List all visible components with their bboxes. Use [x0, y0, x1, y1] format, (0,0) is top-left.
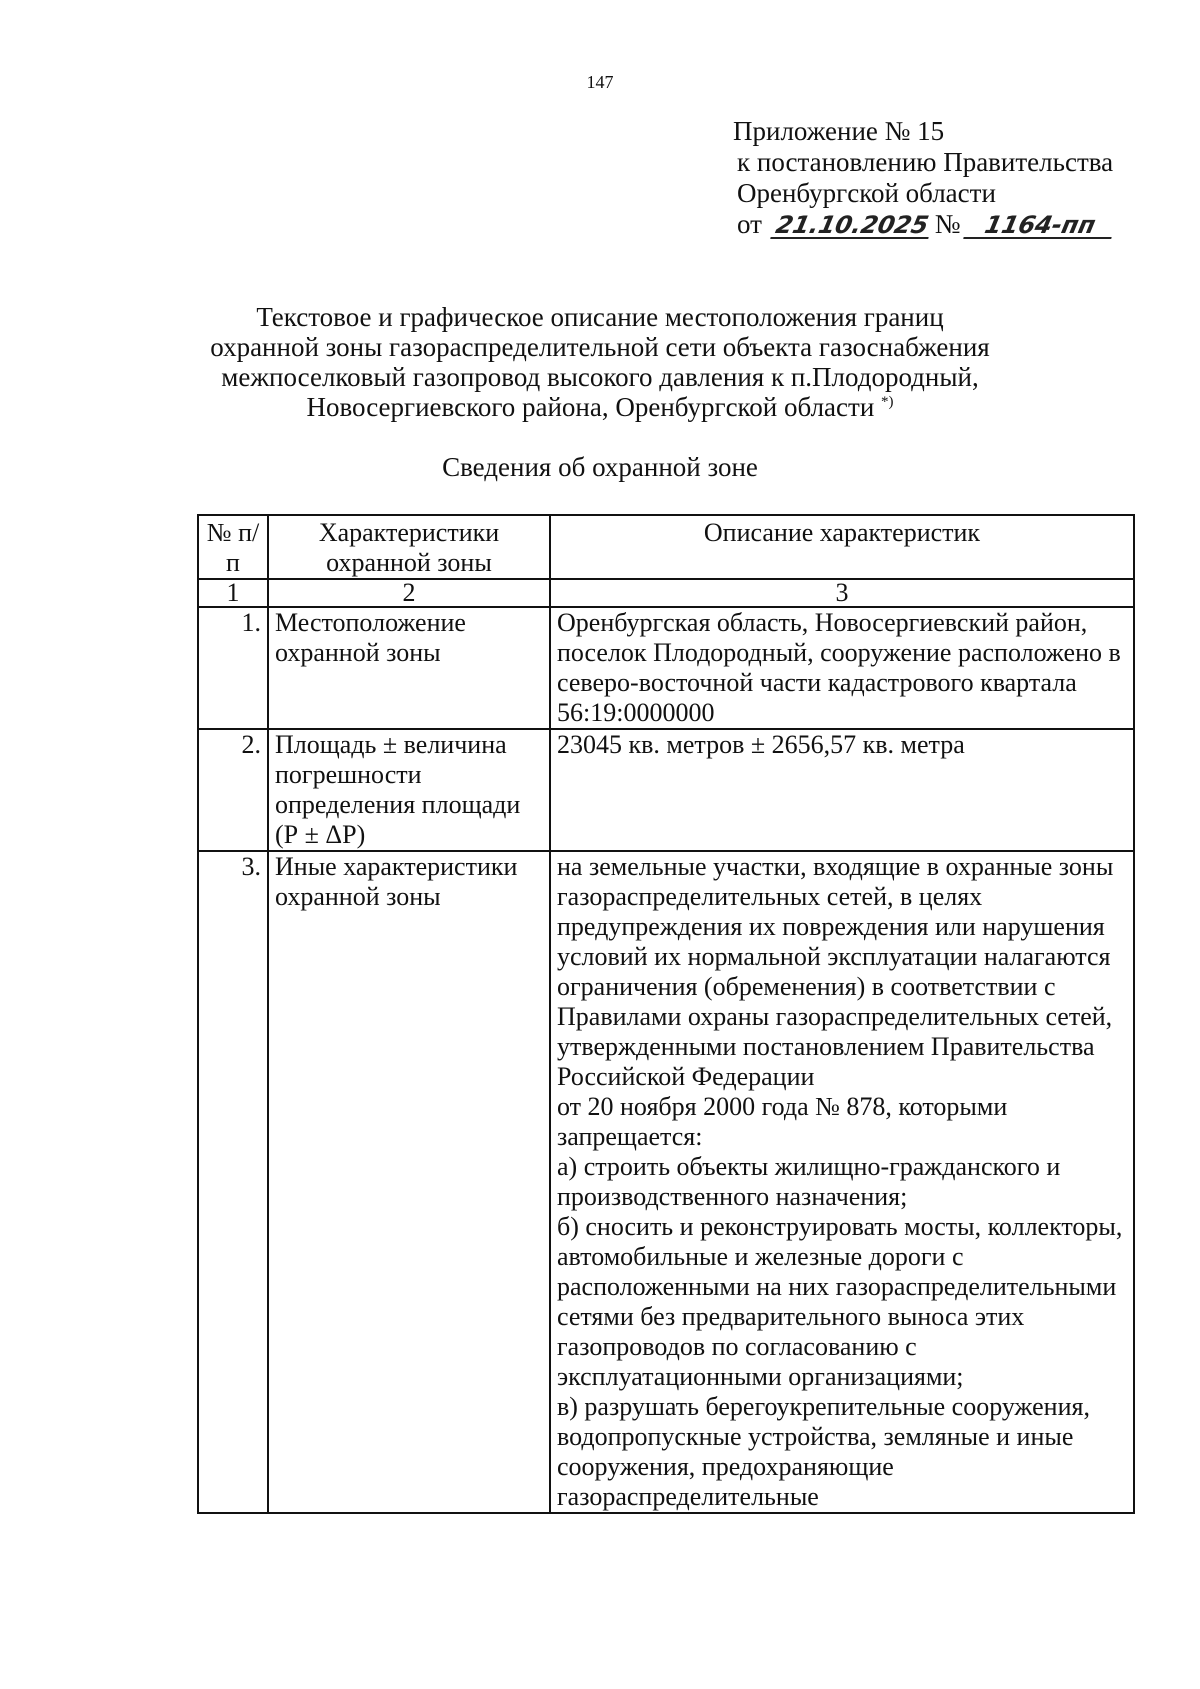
row-description: 23045 кв. метров ± 2656,57 кв. метра [550, 729, 1134, 851]
row-number: 3. [198, 851, 268, 1513]
description-paragraph: от 20 ноября 2000 года № 878, которыми запрещается: [557, 1092, 1008, 1151]
index-cell-1: 1 [198, 579, 268, 607]
page-number: 147 [586, 72, 614, 92]
description-paragraph: на земельные участки, входящие в охранные зоны газораспределительных сетей, в целях предупреждения их повреждения или нарушения условий их нормальной эксплуатации налагаются ограничения (обременения) в соответствии с Правилами охраны газораспределительных сетей, утвержденными постановлением Правительства Российской Федерации [557, 852, 1114, 1091]
title-line-4 [0, 392, 1200, 422]
description-paragraph: б) сносить и реконструировать мосты, коллекторы, автомобильные и железные дороги с расположенными на них газораспределительными сетями без предварительного выноса этих газопроводов по согласованию с эксплуатационными организациями; [557, 1212, 1123, 1391]
table-row [198, 851, 1134, 1513]
row-description: Оренбургская область, Новосергиевский район, поселок Плодородный, сооружение расположено в северо-восточной части кадастрового квартала 56:19:0000000 [550, 607, 1134, 729]
appendix-decree: к постановлению Правительства [737, 147, 1114, 177]
title-line-1: Текстовое и графическое описание местоположения границ [256, 302, 944, 332]
index-cell-3: 3 [550, 579, 1134, 607]
title-line-3: межпоселковый газопровод высокого давления к п.Плодородный, [221, 362, 979, 392]
index-cell-2: 2 [268, 579, 550, 607]
description-paragraph: а) строить объекты жилищно-гражданского и производственного назначения; [557, 1152, 1061, 1211]
row-characteristic: Иные характеристики охранной зоны [268, 851, 550, 1513]
table-index-row [198, 579, 1134, 607]
description-paragraph: в) разрушать берегоукрепительные сооружения, водопропускные устройства, земляные и иные сооружения, предохраняющие газораспределительные [557, 1392, 1090, 1511]
section-subtitle: Сведения об охранной зоне [442, 452, 758, 482]
appendix-title: Приложение № 15 [733, 116, 945, 146]
appendix-date-line [733, 209, 1173, 240]
row-description [550, 851, 1134, 1513]
title-line-4-text: Новосергиевского района, Оренбургской области [306, 392, 875, 422]
row-number: 2. [198, 729, 268, 851]
title-line-2: охранной зоны газораспределительной сети объекта газоснабжения [210, 332, 990, 362]
appendix-block [733, 116, 1173, 240]
header-number: № п/п [198, 515, 268, 579]
zone-info-table [197, 514, 1135, 1514]
row-characteristic: Местоположение охранной зоны [268, 607, 550, 729]
footnote-mark: *) [881, 394, 894, 410]
from-label: от [737, 209, 762, 239]
handwritten-date: 21.10.2025 [770, 213, 934, 239]
document-title [0, 302, 1200, 422]
header-characteristic: Характеристики охранной зоны [268, 515, 550, 579]
table-header-row [198, 515, 1134, 579]
table-row [198, 729, 1134, 851]
row-number: 1. [198, 607, 268, 729]
header-description: Описание характеристик [550, 515, 1134, 579]
table-row [198, 607, 1134, 729]
handwritten-number: 1164-пп [964, 213, 1118, 239]
row-characteristic: Площадь ± величина погрешности определения площади (Р ± ΔР) [268, 729, 550, 851]
number-sign: № [934, 209, 961, 239]
appendix-region: Оренбургской области [737, 178, 996, 208]
